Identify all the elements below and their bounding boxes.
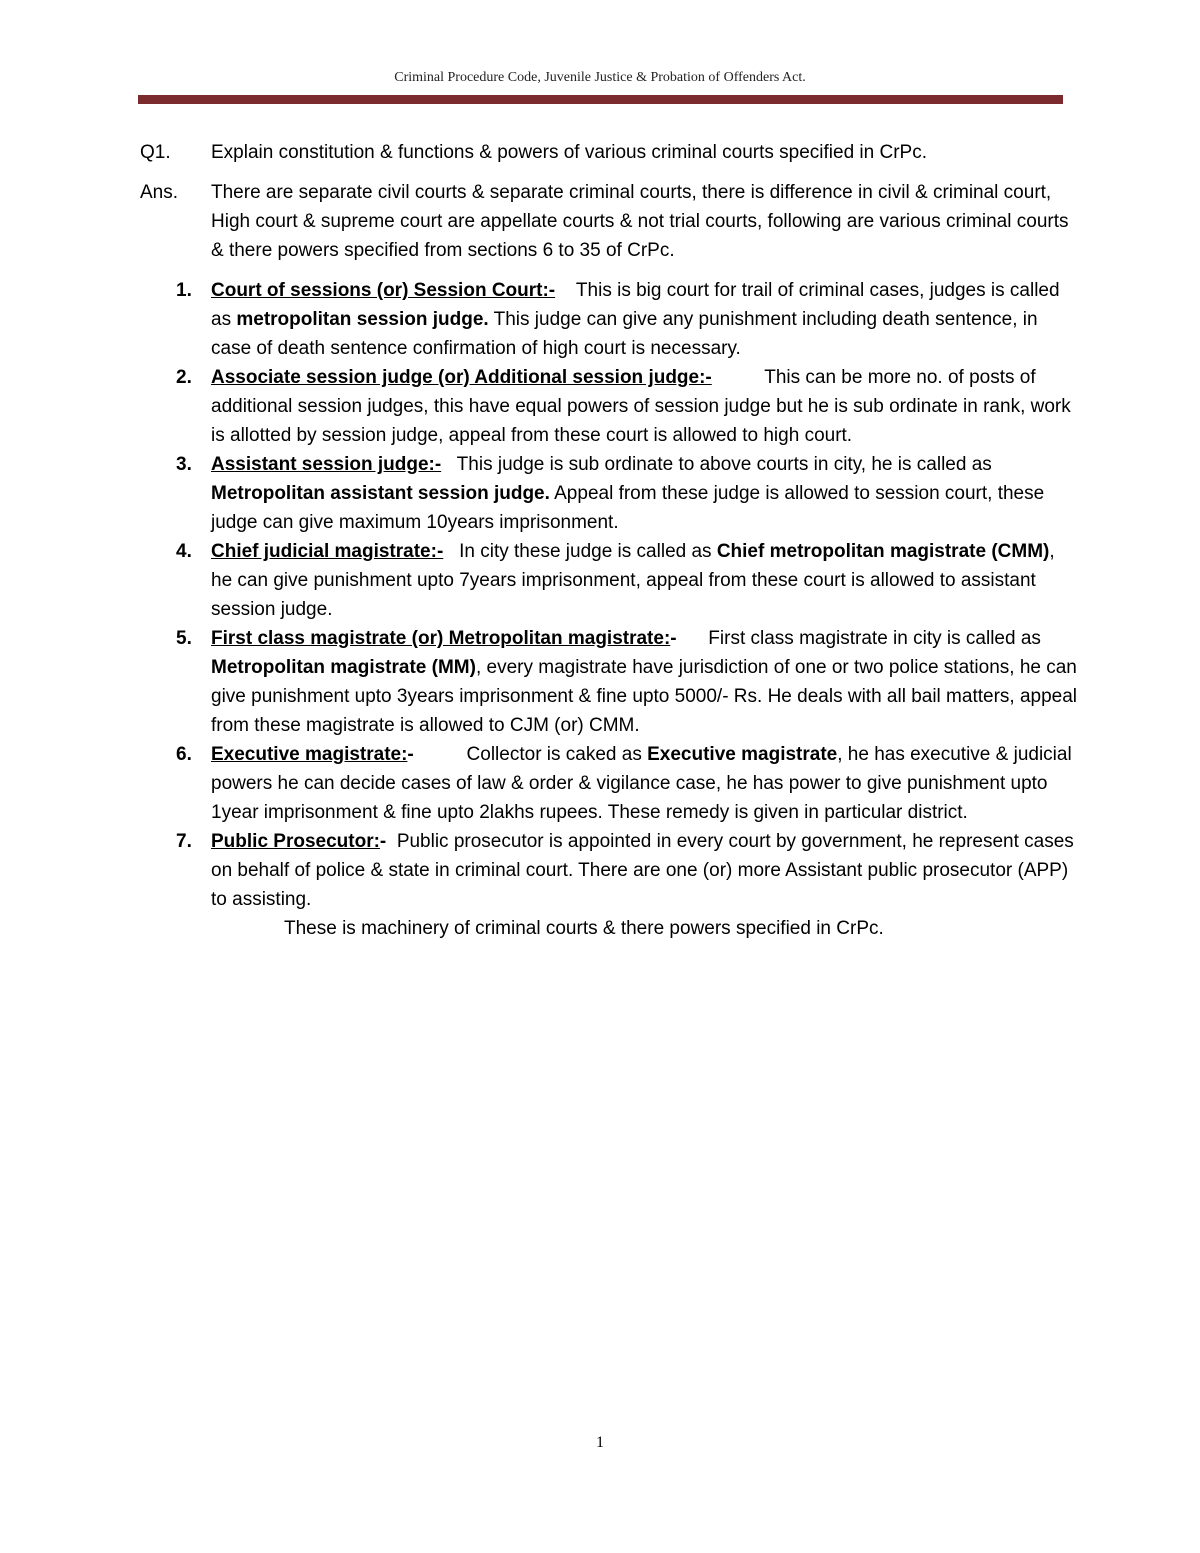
question-text: Explain constitution & functions & powers of various criminal courts specified in CrPc. (211, 142, 927, 163)
item-term-separator: - (670, 628, 677, 649)
item-term: Executive magistrate: (211, 744, 408, 765)
item-number: 6. (176, 744, 192, 765)
item-text: This is big court for trail of criminal cases, judges is called as (211, 280, 1060, 330)
document-body (140, 138, 1080, 943)
item-gap (555, 280, 576, 301)
item-bold-text: Chief metropolitan magistrate (CMM) (716, 541, 1050, 562)
item-gap (712, 367, 764, 388)
item-text: Appeal from these judge is allowed to session court, these judge can give maximum 10years imprisonment. (211, 483, 1045, 533)
item-gap (443, 541, 459, 562)
item-term-separator: - (407, 744, 414, 765)
item-term: Associate session judge (or) Additional session judge:- (211, 367, 712, 388)
item-text: Collector is caked as (466, 744, 648, 765)
list-item (176, 363, 1080, 450)
item-number: 7. (176, 831, 192, 852)
item-text: This judge can give any punishment including death sentence, in case of death sentence confirmation of high court is necessary. (211, 309, 1038, 359)
list-item (176, 276, 1080, 363)
item-gap (441, 454, 457, 475)
item-gap (414, 744, 467, 765)
list-item (176, 450, 1080, 537)
item-bold-text: Executive magistrate (647, 744, 838, 765)
item-number: 3. (176, 454, 192, 475)
question-label: Q1. (140, 142, 171, 163)
running-header: Criminal Procedure Code, Juvenile Justice & Probation of Offenders Act. (394, 70, 806, 85)
item-term: Court of sessions (or) Session Court:- (211, 280, 556, 301)
item-term: Public Prosecutor: (211, 831, 380, 852)
answer-text: There are separate civil courts & separate criminal courts, there is difference in civil & criminal court, High court & supreme court are appellate courts & not trial courts, following are various criminal courts & there powers specified from sections 6 to 35 of CrPc. (211, 182, 1069, 261)
closing-sentence: These is machinery of criminal courts & there powers specified in CrPc. (284, 918, 884, 939)
item-text: , he has executive & judicial powers he can decide cases of law & order & vigilance case, he has power to give punishment upto 1year imprisonment & fine upto 2lakhs rupees. These remedy is given in particular district. (211, 744, 1072, 823)
item-term: Chief judicial magistrate:- (211, 541, 444, 562)
list-item (176, 740, 1080, 827)
item-bold-text: Metropolitan assistant session judge. (211, 483, 550, 504)
item-number: 2. (176, 367, 192, 388)
list-item (176, 537, 1080, 624)
item-number: 4. (176, 541, 192, 562)
item-term-separator: - (379, 831, 387, 852)
answer-label: Ans. (140, 182, 179, 203)
item-text: This judge is sub ordinate to above courts in city, he is called as (456, 454, 992, 475)
question-row (140, 138, 1080, 167)
item-text: , he can give punishment upto 7years imprisonment, appeal from these court is allowed to assistant session judge. (211, 541, 1055, 620)
item-term: First class magistrate (or) Metropolitan magistrate: (211, 628, 671, 649)
item-number: 1. (176, 280, 192, 301)
header-rule (138, 95, 1063, 104)
item-text: First class magistrate in city is called as (708, 628, 1041, 649)
list-item (176, 624, 1080, 740)
item-number: 5. (176, 628, 192, 649)
page-number: 1 (596, 1434, 604, 1451)
answer-row (140, 178, 1080, 265)
item-term: Assistant session judge:- (211, 454, 442, 475)
court-list (140, 276, 1080, 914)
item-bold-text: metropolitan session judge. (236, 309, 489, 330)
item-gap (386, 831, 397, 852)
item-gap (677, 628, 709, 649)
item-text: This can be more no. of posts of additional session judges, this have equal powers of session judge but he is sub ordinate in rank, work is allotted by session judge, appeal from these court is allowed to high court. (211, 367, 1071, 446)
item-bold-text: Metropolitan magistrate (MM) (211, 657, 476, 678)
item-text: In city these judge is called as (459, 541, 717, 562)
item-text: , every magistrate have jurisdiction of one or two police stations, he can give punishment upto 3years imprisonment & fine upto 5000/- Rs. He deals with all bail matters, appeal from these magistrate is allowed to CJM (or) CMM. (211, 657, 1078, 736)
item-text: Public prosecutor is appointed in every court by government, he represent cases on behalf of police & state in criminal court. There are one (or) more Assistant public prosecutor (APP) to assisting. (211, 831, 1074, 910)
list-item (176, 827, 1080, 914)
